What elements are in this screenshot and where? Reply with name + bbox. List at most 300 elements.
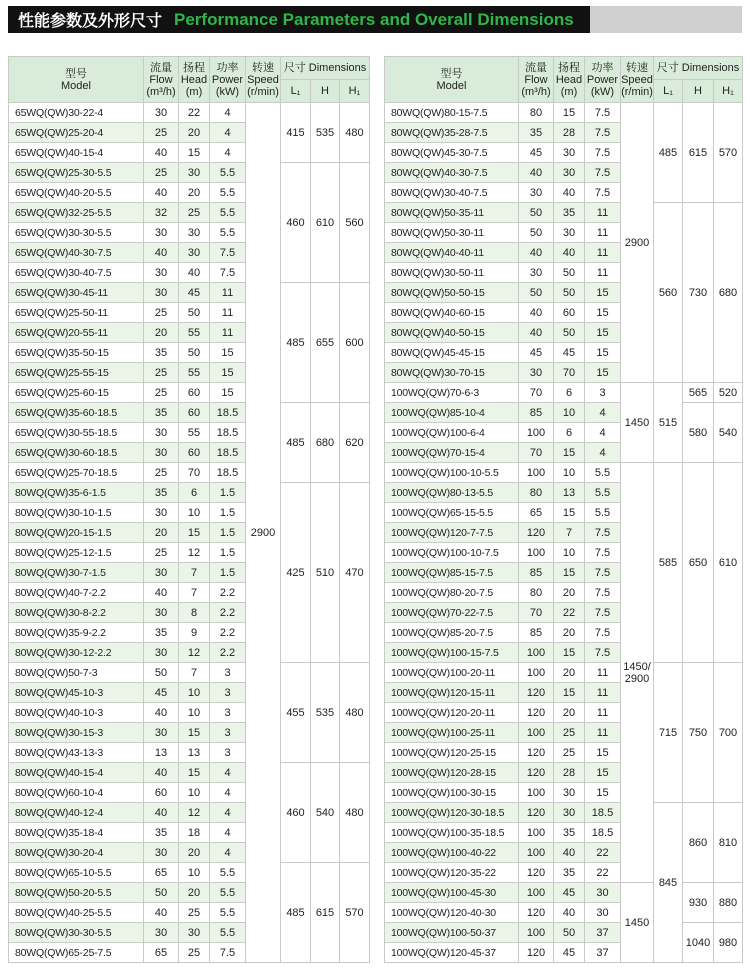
head-cell: 30 [179, 223, 210, 243]
flow-cell: 100 [519, 643, 554, 663]
head-cell: 8 [179, 603, 210, 623]
flow-cell: 80 [519, 103, 554, 123]
model-cell: 100WQ(QW)100-35-18.5 [385, 823, 519, 843]
power-cell: 7.5 [210, 243, 246, 263]
power-cell: 18.5 [210, 463, 246, 483]
model-cell: 100WQ(QW)100-6-4 [385, 423, 519, 443]
dim-h-cell: 655 [311, 283, 340, 403]
model-cell: 80WQ(QW)40-30-7.5 [385, 163, 519, 183]
flow-cell: 45 [144, 683, 179, 703]
model-cell: 100WQ(QW)80-13-5.5 [385, 483, 519, 503]
dim-h-cell: 565 [683, 383, 714, 403]
power-cell: 5.5 [210, 923, 246, 943]
power-cell: 2.2 [210, 623, 246, 643]
model-cell: 80WQ(QW)65-25-7.5 [9, 943, 144, 963]
head-cell: 40 [554, 843, 585, 863]
col-header-head: 扬程 Head (m) [179, 57, 210, 103]
dim-l1-cell: 455 [281, 663, 311, 763]
head-cell: 10 [179, 503, 210, 523]
table-row [385, 803, 743, 823]
model-cell: 100WQ(QW)100-20-11 [385, 663, 519, 683]
col-header-head: 扬程 Head (m) [554, 57, 585, 103]
head-cell: 55 [179, 363, 210, 383]
power-cell: 11 [585, 723, 621, 743]
model-cell: 80WQ(QW)50-30-11 [385, 223, 519, 243]
performance-table-right [384, 56, 743, 963]
head-cell: 15 [179, 723, 210, 743]
model-cell: 100WQ(QW)100-10-5.5 [385, 463, 519, 483]
model-cell: 100WQ(QW)70-6-3 [385, 383, 519, 403]
model-cell: 80WQ(QW)45-30-7.5 [385, 143, 519, 163]
speed-cell: 2900 [621, 103, 654, 383]
flow-cell: 70 [519, 603, 554, 623]
head-cell: 40 [554, 183, 585, 203]
head-cell: 18 [179, 823, 210, 843]
dim-h1-cell: 570 [714, 103, 743, 203]
head-cell: 28 [554, 123, 585, 143]
power-cell: 15 [210, 383, 246, 403]
power-cell: 11 [585, 243, 621, 263]
model-cell: 80WQ(QW)30-7-1.5 [9, 563, 144, 583]
model-cell: 65WQ(QW)32-25-5.5 [9, 203, 144, 223]
power-cell: 4 [210, 803, 246, 823]
head-cell: 20 [554, 703, 585, 723]
power-cell: 37 [585, 943, 621, 963]
flow-cell: 50 [144, 663, 179, 683]
header-title-en: Performance Parameters and Overall Dimensions [174, 9, 574, 29]
dim-h-cell: 540 [311, 763, 340, 863]
power-cell: 7.5 [585, 603, 621, 623]
head-cell: 12 [179, 803, 210, 823]
dim-h-cell: 615 [683, 103, 714, 203]
table-row [9, 283, 370, 303]
head-cell: 30 [554, 163, 585, 183]
head-cell: 15 [554, 643, 585, 663]
flow-cell: 30 [144, 923, 179, 943]
head-cell: 35 [554, 823, 585, 843]
dim-h1-cell: 680 [714, 203, 743, 383]
head-cell: 20 [554, 663, 585, 683]
flow-cell: 25 [144, 363, 179, 383]
power-cell: 4 [585, 423, 621, 443]
model-cell: 65WQ(QW)20-55-11 [9, 323, 144, 343]
power-cell: 7.5 [585, 523, 621, 543]
model-cell: 80WQ(QW)35-6-1.5 [9, 483, 144, 503]
table-row [9, 163, 370, 183]
power-cell: 7.5 [210, 263, 246, 283]
head-cell: 7 [179, 663, 210, 683]
model-cell: 80WQ(QW)65-10-5.5 [9, 863, 144, 883]
head-cell: 13 [179, 743, 210, 763]
flow-cell: 30 [144, 503, 179, 523]
head-cell: 15 [179, 143, 210, 163]
head-cell: 7 [179, 563, 210, 583]
model-cell: 65WQ(QW)35-60-18.5 [9, 403, 144, 423]
model-cell: 100WQ(QW)120-28-15 [385, 763, 519, 783]
head-cell: 10 [179, 783, 210, 803]
model-cell: 100WQ(QW)120-15-11 [385, 683, 519, 703]
power-cell: 5.5 [585, 503, 621, 523]
head-cell: 10 [554, 543, 585, 563]
flow-cell: 30 [144, 603, 179, 623]
model-cell: 80WQ(QW)40-40-11 [385, 243, 519, 263]
model-cell: 65WQ(QW)35-50-15 [9, 343, 144, 363]
flow-cell: 120 [519, 743, 554, 763]
power-cell: 5.5 [210, 883, 246, 903]
head-cell: 30 [554, 143, 585, 163]
table-row [385, 103, 743, 123]
flow-cell: 40 [144, 143, 179, 163]
model-cell: 100WQ(QW)70-15-4 [385, 443, 519, 463]
model-cell: 80WQ(QW)40-7-2.2 [9, 583, 144, 603]
power-cell: 5.5 [210, 863, 246, 883]
head-cell: 35 [554, 203, 585, 223]
flow-cell: 45 [519, 343, 554, 363]
model-cell: 100WQ(QW)70-22-7.5 [385, 603, 519, 623]
col-header-model: 型号 Model [9, 57, 144, 103]
head-cell: 10 [179, 863, 210, 883]
model-cell: 80WQ(QW)40-60-15 [385, 303, 519, 323]
head-cell: 45 [554, 943, 585, 963]
power-cell: 3 [210, 703, 246, 723]
head-cell: 25 [179, 203, 210, 223]
head-cell: 15 [554, 443, 585, 463]
flow-cell: 85 [519, 623, 554, 643]
head-cell: 50 [554, 283, 585, 303]
col-header-power: 功率 Power (kW) [210, 57, 246, 103]
model-cell: 80WQ(QW)35-28-7.5 [385, 123, 519, 143]
model-cell: 100WQ(QW)85-20-7.5 [385, 623, 519, 643]
power-cell: 2.2 [210, 583, 246, 603]
power-cell: 4 [210, 143, 246, 163]
head-cell: 20 [554, 623, 585, 643]
dim-h-cell: 580 [683, 403, 714, 463]
model-cell: 100WQ(QW)120-30-18.5 [385, 803, 519, 823]
col-header-flow: 流量 Flow (m³/h) [519, 57, 554, 103]
head-cell: 60 [179, 383, 210, 403]
flow-cell: 120 [519, 903, 554, 923]
head-cell: 60 [179, 443, 210, 463]
model-cell: 100WQ(QW)120-40-30 [385, 903, 519, 923]
model-cell: 65WQ(QW)25-30-5.5 [9, 163, 144, 183]
power-cell: 18.5 [210, 443, 246, 463]
head-cell: 50 [554, 263, 585, 283]
dim-l1-cell: 515 [654, 383, 683, 463]
head-cell: 60 [554, 303, 585, 323]
flow-cell: 120 [519, 703, 554, 723]
flow-cell: 30 [519, 183, 554, 203]
table-row [9, 663, 370, 683]
power-cell: 7.5 [585, 583, 621, 603]
power-cell: 15 [585, 323, 621, 343]
head-cell: 50 [554, 923, 585, 943]
model-cell: 80WQ(QW)43-13-3 [9, 743, 144, 763]
head-cell: 40 [179, 263, 210, 283]
table-row [385, 883, 743, 903]
flow-cell: 40 [144, 903, 179, 923]
dim-h-cell: 650 [683, 463, 714, 663]
power-cell: 2.2 [210, 603, 246, 623]
model-cell: 65WQ(QW)30-40-7.5 [9, 263, 144, 283]
dim-h-cell: 930 [683, 883, 714, 923]
speed-cell: 1450 [621, 883, 654, 963]
power-cell: 15 [585, 343, 621, 363]
head-cell: 22 [179, 103, 210, 123]
head-cell: 20 [554, 583, 585, 603]
power-cell: 18.5 [585, 803, 621, 823]
flow-cell: 30 [144, 563, 179, 583]
model-cell: 80WQ(QW)30-70-15 [385, 363, 519, 383]
model-cell: 100WQ(QW)85-10-4 [385, 403, 519, 423]
col-header-power: 功率 Power (kW) [585, 57, 621, 103]
flow-cell: 30 [144, 423, 179, 443]
dim-l1-cell: 460 [281, 763, 311, 863]
model-cell: 65WQ(QW)30-45-11 [9, 283, 144, 303]
model-cell: 100WQ(QW)100-10-7.5 [385, 543, 519, 563]
model-cell: 80WQ(QW)45-45-15 [385, 343, 519, 363]
table-row [385, 203, 743, 223]
power-cell: 3 [210, 683, 246, 703]
flow-cell: 30 [144, 443, 179, 463]
dim-l1-cell: 845 [654, 803, 683, 963]
col-header-l1: L₁ [654, 80, 683, 103]
dim-l1-cell: 425 [281, 483, 311, 663]
power-cell: 30 [585, 903, 621, 923]
power-cell: 4 [210, 823, 246, 843]
model-cell: 100WQ(QW)120-35-22 [385, 863, 519, 883]
head-cell: 6 [554, 423, 585, 443]
flow-cell: 40 [144, 183, 179, 203]
head-cell: 12 [179, 643, 210, 663]
dim-l1-cell: 460 [281, 163, 311, 283]
model-cell: 100WQ(QW)120-20-11 [385, 703, 519, 723]
performance-table-left [8, 56, 370, 963]
flow-cell: 70 [519, 383, 554, 403]
head-cell: 30 [179, 163, 210, 183]
power-cell: 5.5 [585, 483, 621, 503]
flow-cell: 40 [519, 243, 554, 263]
head-cell: 20 [179, 883, 210, 903]
head-cell: 40 [554, 903, 585, 923]
table-row [9, 483, 370, 503]
model-cell: 100WQ(QW)100-25-11 [385, 723, 519, 743]
power-cell: 1.5 [210, 523, 246, 543]
flow-cell: 25 [144, 123, 179, 143]
model-cell: 80WQ(QW)30-12-2.2 [9, 643, 144, 663]
model-cell: 80WQ(QW)80-15-7.5 [385, 103, 519, 123]
head-cell: 40 [554, 243, 585, 263]
power-cell: 5.5 [210, 183, 246, 203]
table-row [385, 463, 743, 483]
power-cell: 11 [585, 683, 621, 703]
dim-h1-cell: 700 [714, 663, 743, 803]
flow-cell: 35 [144, 403, 179, 423]
model-cell: 100WQ(QW)65-15-5.5 [385, 503, 519, 523]
power-cell: 5.5 [210, 223, 246, 243]
table-row [385, 383, 743, 403]
flow-cell: 30 [519, 263, 554, 283]
model-cell: 80WQ(QW)60-10-4 [9, 783, 144, 803]
model-cell: 80WQ(QW)50-7-3 [9, 663, 144, 683]
model-cell: 80WQ(QW)30-30-5.5 [9, 923, 144, 943]
dim-h-cell: 535 [311, 103, 340, 163]
col-header-dimensions: 尺寸 Dimensions [654, 57, 743, 80]
flow-cell: 40 [144, 703, 179, 723]
flow-cell: 25 [144, 463, 179, 483]
model-cell: 100WQ(QW)100-40-22 [385, 843, 519, 863]
power-cell: 7.5 [585, 103, 621, 123]
table-row [385, 403, 743, 423]
head-cell: 12 [179, 543, 210, 563]
model-cell: 80WQ(QW)35-9-2.2 [9, 623, 144, 643]
table-row [9, 103, 370, 123]
header-title-cn: 性能参数及外形尺寸 [18, 11, 163, 30]
power-cell: 7.5 [585, 563, 621, 583]
flow-cell: 20 [144, 523, 179, 543]
power-cell: 4 [210, 763, 246, 783]
head-cell: 15 [179, 523, 210, 543]
head-cell: 30 [179, 243, 210, 263]
dim-l1-cell: 485 [654, 103, 683, 203]
power-cell: 1.5 [210, 483, 246, 503]
head-cell: 35 [554, 863, 585, 883]
table-row [385, 663, 743, 683]
model-cell: 80WQ(QW)30-50-11 [385, 263, 519, 283]
flow-cell: 100 [519, 883, 554, 903]
dim-h-cell: 730 [683, 203, 714, 383]
dim-h1-cell: 620 [340, 403, 370, 483]
model-cell: 100WQ(QW)120-45-37 [385, 943, 519, 963]
power-cell: 3 [210, 663, 246, 683]
flow-cell: 100 [519, 723, 554, 743]
flow-cell: 100 [519, 823, 554, 843]
flow-cell: 35 [144, 343, 179, 363]
flow-cell: 32 [144, 203, 179, 223]
flow-cell: 40 [519, 323, 554, 343]
power-cell: 11 [585, 703, 621, 723]
model-cell: 80WQ(QW)50-20-5.5 [9, 883, 144, 903]
flow-cell: 65 [144, 863, 179, 883]
head-cell: 15 [554, 563, 585, 583]
model-cell: 100WQ(QW)100-50-37 [385, 923, 519, 943]
model-cell: 65WQ(QW)40-30-7.5 [9, 243, 144, 263]
flow-cell: 80 [519, 483, 554, 503]
dim-l1-cell: 715 [654, 663, 683, 803]
speed-cell: 1450 [621, 383, 654, 463]
flow-cell: 30 [519, 363, 554, 383]
flow-cell: 100 [519, 463, 554, 483]
head-cell: 30 [179, 923, 210, 943]
model-cell: 80WQ(QW)30-40-7.5 [385, 183, 519, 203]
model-cell: 100WQ(QW)85-15-7.5 [385, 563, 519, 583]
model-cell: 80WQ(QW)30-20-4 [9, 843, 144, 863]
head-cell: 6 [554, 383, 585, 403]
flow-cell: 40 [519, 303, 554, 323]
flow-cell: 30 [144, 643, 179, 663]
flow-cell: 65 [144, 943, 179, 963]
head-cell: 25 [554, 743, 585, 763]
power-cell: 18.5 [210, 423, 246, 443]
dim-l1-cell: 415 [281, 103, 311, 163]
head-cell: 25 [554, 723, 585, 743]
flow-cell: 35 [144, 823, 179, 843]
power-cell: 4 [210, 123, 246, 143]
power-cell: 15 [585, 303, 621, 323]
head-cell: 50 [179, 303, 210, 323]
power-cell: 3 [210, 723, 246, 743]
power-cell: 4 [585, 403, 621, 423]
flow-cell: 120 [519, 863, 554, 883]
dim-h1-cell: 540 [714, 403, 743, 463]
flow-cell: 35 [144, 623, 179, 643]
power-cell: 30 [585, 883, 621, 903]
flow-cell: 35 [144, 483, 179, 503]
flow-cell: 50 [519, 223, 554, 243]
dim-h-cell: 750 [683, 663, 714, 803]
head-cell: 70 [179, 463, 210, 483]
model-cell: 65WQ(QW)30-30-5.5 [9, 223, 144, 243]
flow-cell: 100 [519, 783, 554, 803]
model-cell: 80WQ(QW)20-15-1.5 [9, 523, 144, 543]
head-cell: 7 [554, 523, 585, 543]
dim-h-cell: 860 [683, 803, 714, 883]
flow-cell: 50 [519, 283, 554, 303]
head-cell: 60 [179, 403, 210, 423]
model-cell: 100WQ(QW)100-30-15 [385, 783, 519, 803]
power-cell: 11 [585, 203, 621, 223]
power-cell: 18.5 [210, 403, 246, 423]
col-header-h1: H₁ [340, 80, 370, 103]
power-cell: 3 [210, 743, 246, 763]
flow-cell: 40 [144, 763, 179, 783]
dim-h-cell: 615 [311, 863, 340, 963]
flow-cell: 30 [144, 263, 179, 283]
dim-h1-cell: 980 [714, 923, 743, 963]
model-cell: 65WQ(QW)30-60-18.5 [9, 443, 144, 463]
flow-cell: 120 [519, 943, 554, 963]
model-cell: 80WQ(QW)30-8-2.2 [9, 603, 144, 623]
model-cell: 65WQ(QW)25-60-15 [9, 383, 144, 403]
head-cell: 10 [179, 703, 210, 723]
head-cell: 50 [554, 323, 585, 343]
model-cell: 80WQ(QW)50-35-11 [385, 203, 519, 223]
power-cell: 1.5 [210, 563, 246, 583]
power-cell: 15 [585, 763, 621, 783]
flow-cell: 25 [144, 543, 179, 563]
head-cell: 15 [179, 763, 210, 783]
dim-l1-cell: 485 [281, 283, 311, 403]
dim-h1-cell: 880 [714, 883, 743, 923]
flow-cell: 13 [144, 743, 179, 763]
head-cell: 25 [179, 903, 210, 923]
speed-cell: 2900 [246, 103, 281, 963]
power-cell: 1.5 [210, 503, 246, 523]
header-decor-strip [590, 6, 742, 33]
power-cell: 11 [210, 323, 246, 343]
page-header-bar [8, 6, 590, 33]
flow-cell: 50 [519, 203, 554, 223]
power-cell: 7.5 [585, 643, 621, 663]
head-cell: 22 [554, 603, 585, 623]
table-row [385, 923, 743, 943]
power-cell: 22 [585, 843, 621, 863]
flow-cell: 25 [144, 303, 179, 323]
model-cell: 65WQ(QW)30-55-18.5 [9, 423, 144, 443]
model-cell: 100WQ(QW)100-15-7.5 [385, 643, 519, 663]
col-header-flow: 流量 Flow (m³/h) [144, 57, 179, 103]
model-cell: 100WQ(QW)120-25-15 [385, 743, 519, 763]
col-header-speed: 转速 Speed (r/min) [246, 57, 281, 103]
